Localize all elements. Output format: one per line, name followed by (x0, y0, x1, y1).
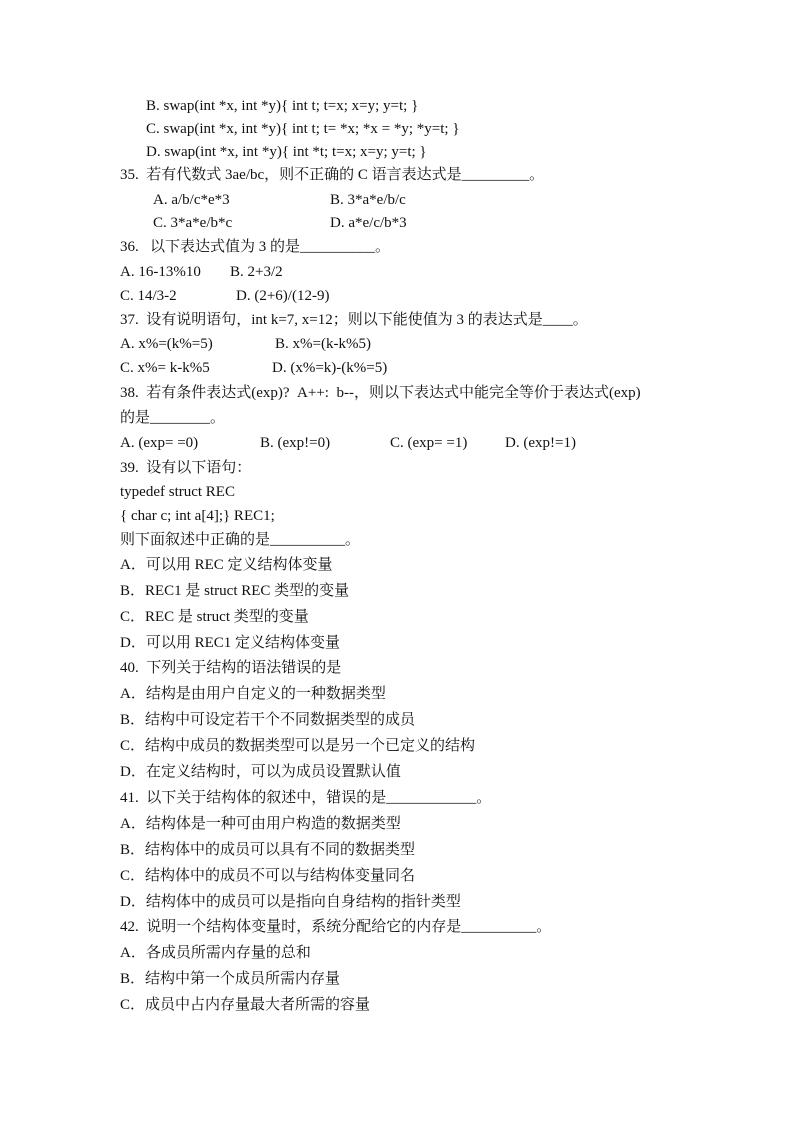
q39-prompt: 则下面叙述中正确的是__________。 (120, 532, 361, 548)
q35-option-a: A. a/b/c*e*3 (153, 192, 230, 208)
q40-option-c: C．结构中成员的数据类型可以是另一个已定义的结构 (120, 738, 476, 754)
q34-option-d: D. swap(int *x, int *y){ int *t; t=x; x=y; y=t; } (146, 144, 427, 160)
q42-option-c: C．成员中占内存量最大者所需的容量 (120, 997, 371, 1013)
q40-option-b: B．结构中可设定若干个不同数据类型的成员 (120, 712, 416, 728)
q40-question: 40. 下列关于结构的语法错误的是 (120, 660, 342, 676)
q41-option-d: D．结构体中的成员可以是指向自身结构的指针类型 (120, 894, 461, 910)
q41-option-a: A．结构体是一种可由用户构造的数据类型 (120, 816, 401, 832)
q38-option-c: C. (exp= =1) (390, 435, 468, 451)
q38-question: 38. 若有条件表达式(exp)? A++: b--，则以下表达式中能完全等价于表达式(exp) (120, 385, 641, 401)
q39-option-b: B．REC1 是 struct REC 类型的变量 (120, 583, 350, 599)
q34-option-c: C. swap(int *x, int *y){ int t; t= *x; *x = *y; *y=t; } (146, 121, 460, 137)
q41-question: 41. 以下关于结构体的叙述中，错误的是____________。 (120, 790, 492, 806)
q37-option-b: B. x%=(k-k%5) (275, 336, 371, 352)
q41-option-c: C．结构体中的成员不可以与结构体变量同名 (120, 868, 416, 884)
q36-option-b: B. 2+3/2 (230, 264, 283, 280)
q42-option-b: B．结构中第一个成员所需内存量 (120, 971, 341, 987)
q37-option-d: D. (x%=k)-(k%=5) (272, 360, 388, 376)
q37-option-a: A. x%=(k%=5) (120, 336, 213, 352)
q39-option-c: C．REC 是 struct 类型的变量 (120, 609, 309, 625)
q36-option-c: C. 14/3-2 (120, 288, 177, 304)
q34-option-b: B. swap(int *x, int *y){ int t; t=x; x=y; y=t; } (146, 98, 419, 114)
q35-question: 35. 若有代数式 3ae/bc，则不正确的 C 语言表达式是_________。 (120, 167, 545, 183)
q38-option-d: D. (exp!=1) (505, 435, 576, 451)
q42-question: 42. 说明一个结构体变量时，系统分配给它的内存是__________。 (120, 919, 552, 935)
q40-option-d: D．在定义结构时，可以为成员设置默认值 (120, 764, 401, 780)
q35-option-c: C. 3*a*e/b*c (153, 215, 233, 231)
q39-code-line-1: typedef struct REC (120, 484, 235, 500)
q39-question: 39. 设有以下语句： (120, 460, 252, 476)
q38-question-cont: 的是________。 (120, 410, 226, 426)
q39-option-a: A．可以用 REC 定义结构体变量 (120, 557, 333, 573)
q36-question: 36. 以下表达式值为 3 的是__________。 (120, 239, 391, 255)
q42-option-a: A．各成员所需内存量的总和 (120, 945, 311, 961)
q39-option-d: D．可以用 REC1 定义结构体变量 (120, 635, 341, 651)
q36-option-a: A. 16-13%10 (120, 264, 201, 280)
q38-option-b: B. (exp!=0) (260, 435, 331, 451)
q39-code-line-2: { char c; int a[4];} REC1; (120, 508, 275, 524)
q35-option-d: D. a*e/c/b*3 (330, 215, 407, 231)
q35-option-b: B. 3*a*e/b/c (330, 192, 406, 208)
q36-option-d: D. (2+6)/(12-9) (236, 288, 330, 304)
q41-option-b: B．结构体中的成员可以具有不同的数据类型 (120, 842, 416, 858)
q37-option-c: C. x%= k-k%5 (120, 360, 210, 376)
q40-option-a: A．结构是由用户自定义的一种数据类型 (120, 686, 386, 702)
q37-question: 37. 设有说明语句，int k=7, x=12；则以下能使值为 3 的表达式是____。 (120, 312, 588, 328)
q38-option-a: A. (exp= =0) (120, 435, 199, 451)
